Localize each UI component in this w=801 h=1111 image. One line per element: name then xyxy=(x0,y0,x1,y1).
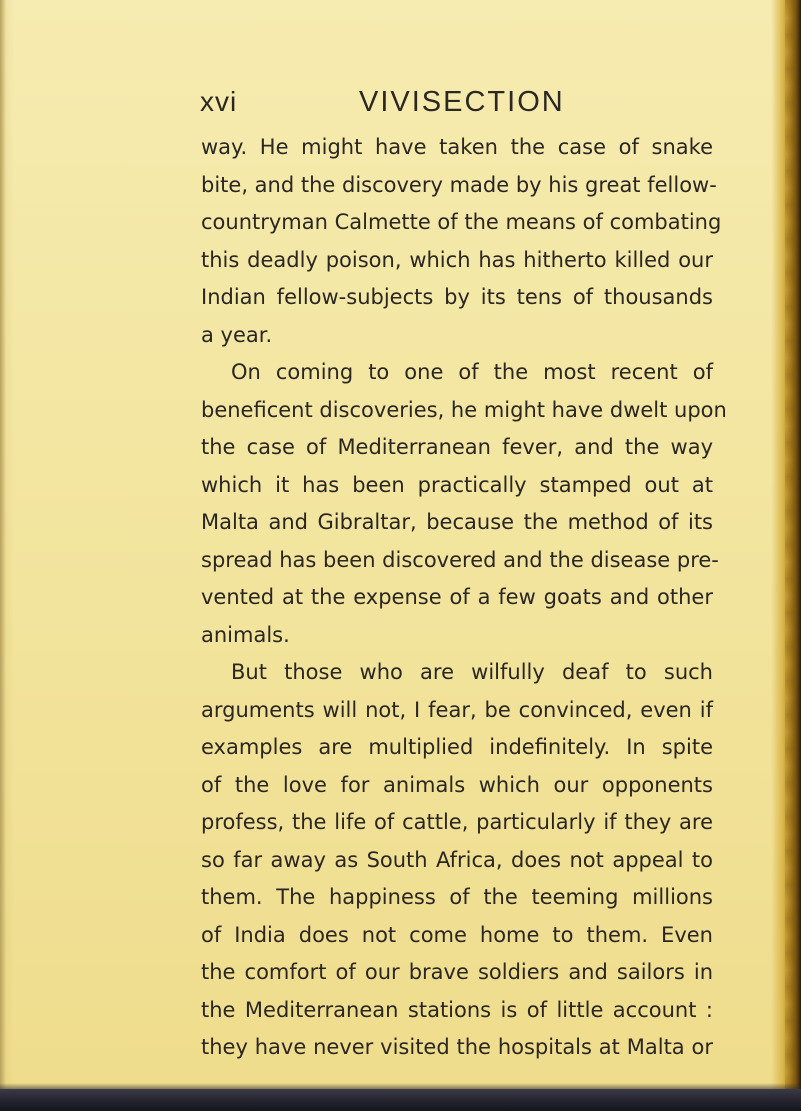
text-line: the Mediterranean stations is of little account : xyxy=(201,997,713,1022)
text-line: they have never visited the hospitals at Malta or xyxy=(201,1035,713,1059)
text-line: of India does not come home to them. Even xyxy=(201,922,713,947)
text-line: arguments will not, I fear, be convinced, even if xyxy=(201,697,713,722)
text-line: profess, the life of cattle, particularly if they are xyxy=(201,810,713,834)
text-line: Indian fellow-subjects by its tens of thousands xyxy=(201,285,713,309)
text-line: a year. xyxy=(201,322,273,347)
text-line: beneficent discoveries, he might have dwelt upon xyxy=(201,397,727,422)
running-title: VIVISECTION xyxy=(359,86,565,118)
text-line: so far away as South Africa, does not appeal to xyxy=(201,847,713,872)
text-line: bite, and the discovery made by his great fellow- xyxy=(201,172,717,197)
text-line: countryman Calmette of the means of combating xyxy=(201,210,722,234)
page-left-edge xyxy=(0,0,6,1111)
text-line: spread has been discovered and the disease pre- xyxy=(201,547,719,572)
text-line: this deadly poison, which has hitherto killed our xyxy=(201,247,713,272)
text-line: But those who are wilfully deaf to such xyxy=(231,660,713,684)
running-header xyxy=(200,86,620,126)
text-line: the comfort of our brave soldiers and sailors in xyxy=(201,960,713,984)
text-line: the case of Mediterranean fever, and the way xyxy=(201,435,713,459)
body-text xyxy=(201,129,727,1067)
text-line: Malta and Gibraltar, because the method of its xyxy=(201,510,713,534)
text-line: which it has been practically stamped out at xyxy=(201,472,713,497)
page-number: xvi xyxy=(200,86,238,117)
text-line: animals. xyxy=(201,622,290,647)
scan-bottom-border xyxy=(0,1089,801,1111)
text-line: examples are multiplied indefinitely. In spite xyxy=(201,735,713,759)
text-line: way. He might have taken the case of snake xyxy=(201,135,713,159)
text-line: vented at the expense of a few goats and other xyxy=(201,585,713,609)
text-line: them. The happiness of the teeming millions xyxy=(201,885,713,909)
text-line: of the love for animals which our opponents xyxy=(201,772,713,797)
page-edge-shading xyxy=(785,0,795,1111)
text-line: On coming to one of the most recent of xyxy=(231,360,713,384)
